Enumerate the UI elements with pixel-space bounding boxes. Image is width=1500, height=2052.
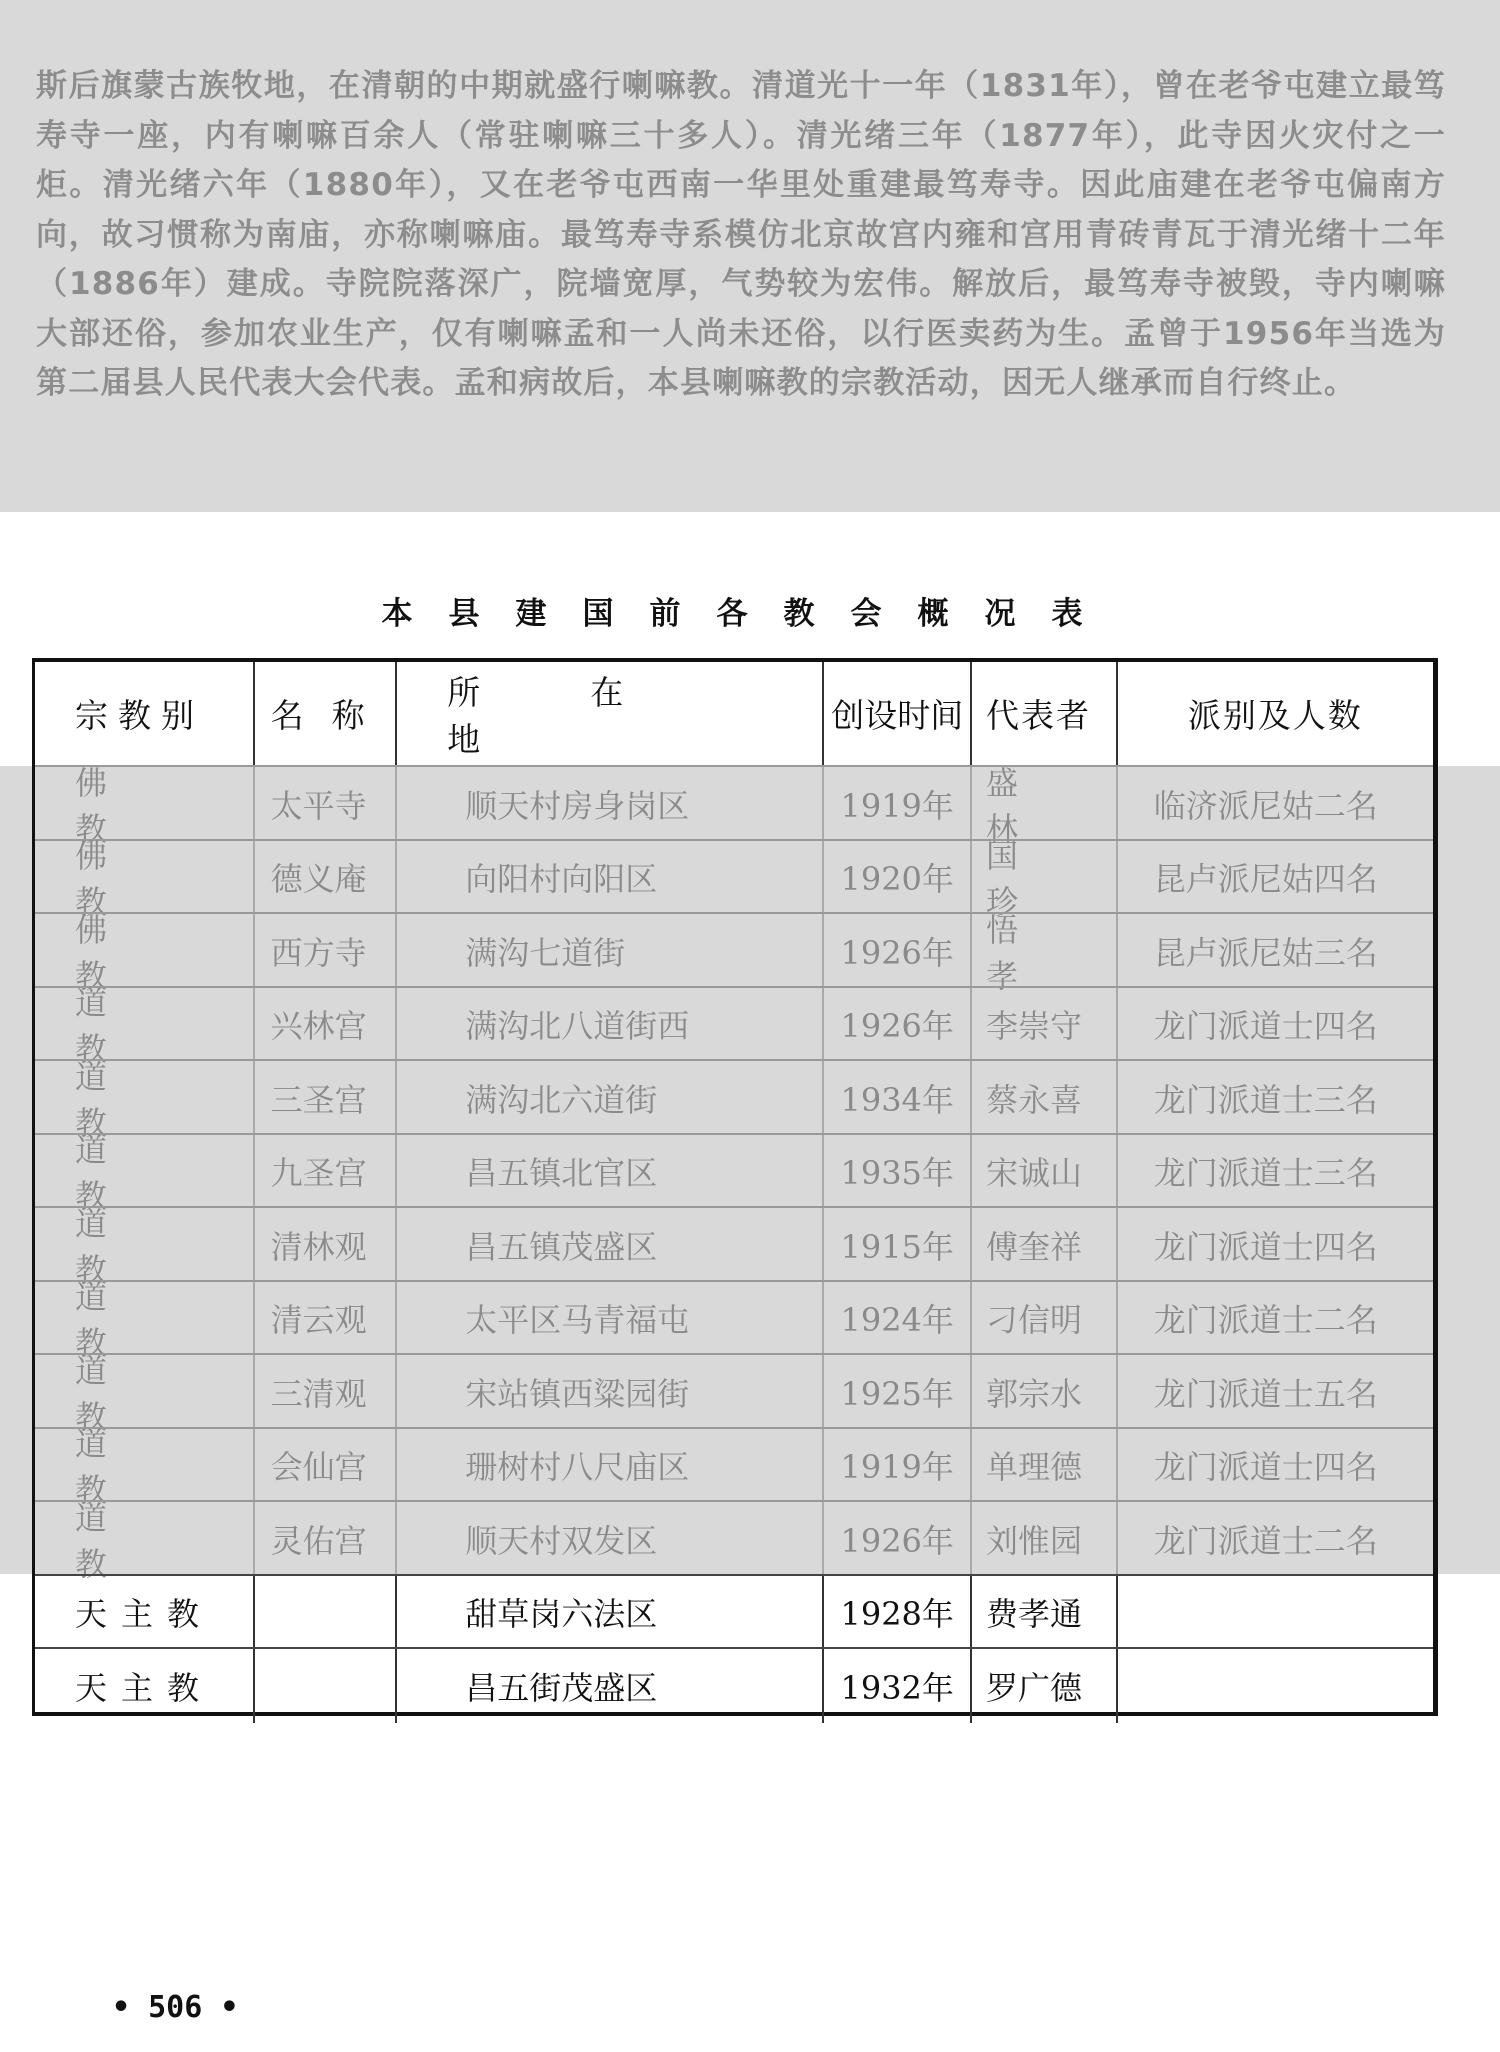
cell-sect: 龙门派道士四名: [1153, 1227, 1378, 1266]
cell-religion: 道教: [35, 1061, 255, 1135]
cell-sect: 龙门派道士五名: [1153, 1374, 1378, 1413]
cell-founded: 1926年: [824, 914, 972, 988]
cell-religion: 佛教: [35, 767, 255, 841]
page-number: • 506 •: [112, 1990, 239, 2025]
cell-religion: 道教: [35, 1135, 255, 1209]
religion-table: [32, 658, 1438, 1716]
cell-representative: 单理德: [972, 1429, 1118, 1503]
cell-sect: 昆卢派尼姑三名: [1153, 933, 1378, 972]
cell-religion: 佛教: [35, 914, 255, 988]
cell-representative: 李崇守: [972, 988, 1118, 1062]
cell-founded: 1919年: [824, 1429, 972, 1503]
cell-name: 三清观: [255, 1355, 398, 1429]
cell-sect: [1118, 1576, 1433, 1650]
cell-representative: 蔡永喜: [972, 1061, 1118, 1135]
cell-representative: 罗广德: [972, 1649, 1118, 1723]
header-location: 所在地: [397, 662, 824, 765]
table-row: [35, 837, 1433, 922]
cell-founded: 1926年: [824, 988, 972, 1062]
table-row: [35, 984, 1433, 1069]
cell-sect: 龙门派道士三名: [1153, 1080, 1378, 1119]
table-row: [35, 1057, 1433, 1142]
cell-location: 满沟七道街: [397, 914, 824, 988]
cell-name: [255, 1649, 398, 1723]
header-sect: 派别及人数: [1187, 696, 1363, 735]
cell-location: 昌五镇北官区: [397, 1135, 824, 1209]
cell-founded: 1919年: [824, 767, 972, 841]
cell-founded: 1928年: [824, 1576, 972, 1650]
cell-religion: 天主教: [35, 1649, 255, 1723]
cell-location: 昌五镇茂盛区: [397, 1208, 824, 1282]
header-religion: 宗教别: [35, 662, 255, 765]
cell-representative: 盛林: [972, 767, 1118, 841]
cell-name: 清云观: [255, 1282, 398, 1356]
cell-sect: 龙门派道士四名: [1153, 1007, 1378, 1046]
cell-sect: 龙门派道士四名: [1153, 1448, 1378, 1487]
cell-location: 甜草岗六法区: [397, 1576, 824, 1650]
cell-representative: 刁信明: [972, 1282, 1118, 1356]
table-row: [35, 1574, 1433, 1650]
table-row: [35, 1131, 1433, 1216]
cell-location: 珊树村八尺庙区: [397, 1429, 824, 1503]
cell-name: 兴林宫: [255, 988, 398, 1062]
table-row: [35, 1278, 1433, 1363]
cell-religion: 道教: [35, 1502, 255, 1576]
cell-sect: 临济派尼姑二名: [1153, 786, 1378, 825]
cell-representative: 傅奎祥: [972, 1208, 1118, 1282]
cell-name: 灵佑宫: [255, 1502, 398, 1576]
cell-name: 九圣宫: [255, 1135, 398, 1209]
cell-location: 宋站镇西粱园街: [397, 1355, 824, 1429]
cell-name: 西方寺: [255, 914, 398, 988]
cell-name: 德义庵: [255, 841, 398, 915]
table-title: 本县建国前各教会概况表: [381, 596, 1119, 632]
cell-name: 三圣宫: [255, 1061, 398, 1135]
table-row: [35, 1351, 1433, 1436]
cell-founded: 1915年: [824, 1208, 972, 1282]
cell-founded: 1935年: [824, 1135, 972, 1209]
intro-paragraph: 斯后旗蒙古族牧地，在清朝的中期就盛行喇嘛教。清道光十一年（1831年），曾在老爷屯建立最笃寿寺一座，内有喇嘛百余人（常驻喇嘛三十多人）。清光绪三年（1877年），此寺因火灾付之一炬。清光绪六年（1880年），又在老爷屯西南一华里处重建最笃寿寺。因此庙建在老爷屯偏南方向，故习惯称为南庙，亦称喇嘛庙。最笃寿寺系模仿北京故宫内雍和宫用青砖青瓦于清光绪十二年（1886年）建成。寺院院落深广，院墙宽厚，气势较为宏伟。解放后，最笃寿寺被毁，寺内喇嘛大部还俗，参加农业生产，仅有喇嘛孟和一人尚未还俗，以行医卖药为生。孟曾于1956年当选为第二届县人民代表大会代表。孟和病故后，本县喇嘛教的宗教活动，因无人继承而自行终止。: [36, 68, 1446, 401]
cell-founded: 1926年: [824, 1502, 972, 1576]
cell-location: 太平区马青福屯: [397, 1282, 824, 1356]
cell-representative: 费孝通: [972, 1576, 1118, 1650]
cell-name: 会仙宫: [255, 1429, 398, 1503]
cell-religion: 道教: [35, 1208, 255, 1282]
table-row: [35, 1498, 1433, 1583]
cell-representative: 宋诚山: [972, 1135, 1118, 1209]
cell-founded: 1925年: [824, 1355, 972, 1429]
cell-location: 顺天村双发区: [397, 1502, 824, 1576]
cell-religion: 道教: [35, 988, 255, 1062]
cell-location: 满沟北六道街: [397, 1061, 824, 1135]
cell-religion: 天主教: [35, 1576, 255, 1650]
cell-sect: 昆卢派尼姑四名: [1153, 860, 1378, 899]
cell-location: 昌五街茂盛区: [397, 1649, 824, 1723]
cell-representative: 悟孝: [972, 914, 1118, 988]
cell-sect: [1118, 1649, 1433, 1723]
cell-sect: 龙门派道士三名: [1153, 1154, 1378, 1193]
table-row: [35, 1204, 1433, 1289]
header-founded: 创设时间: [824, 662, 972, 765]
table-row: [35, 763, 1433, 848]
table-row: [35, 1425, 1433, 1510]
cell-location: 满沟北八道街西: [397, 988, 824, 1062]
cell-founded: 1932年: [824, 1649, 972, 1723]
cell-name: 清林观: [255, 1208, 398, 1282]
cell-location: 顺天村房身岗区: [397, 767, 824, 841]
header-representative: 代表者: [972, 662, 1118, 765]
cell-sect: 龙门派道士二名: [1153, 1301, 1378, 1340]
cell-founded: 1924年: [824, 1282, 972, 1356]
table-row: [35, 1647, 1433, 1723]
cell-representative: 郭宗水: [972, 1355, 1118, 1429]
cell-religion: 道教: [35, 1355, 255, 1429]
cell-religion: 道教: [35, 1282, 255, 1356]
cell-founded: 1920年: [824, 841, 972, 915]
table-row: [35, 910, 1433, 995]
table-header-row: [35, 662, 1433, 765]
cell-name: [255, 1576, 398, 1650]
cell-sect: 龙门派道士二名: [1153, 1521, 1378, 1560]
cell-representative: 刘惟园: [972, 1502, 1118, 1576]
cell-religion: 佛教: [35, 841, 255, 915]
cell-name: 太平寺: [255, 767, 398, 841]
header-name: 名称: [255, 662, 398, 765]
cell-representative: 国珍: [972, 841, 1118, 915]
cell-religion: 道教: [35, 1429, 255, 1503]
cell-founded: 1934年: [824, 1061, 972, 1135]
cell-location: 向阳村向阳区: [397, 841, 824, 915]
